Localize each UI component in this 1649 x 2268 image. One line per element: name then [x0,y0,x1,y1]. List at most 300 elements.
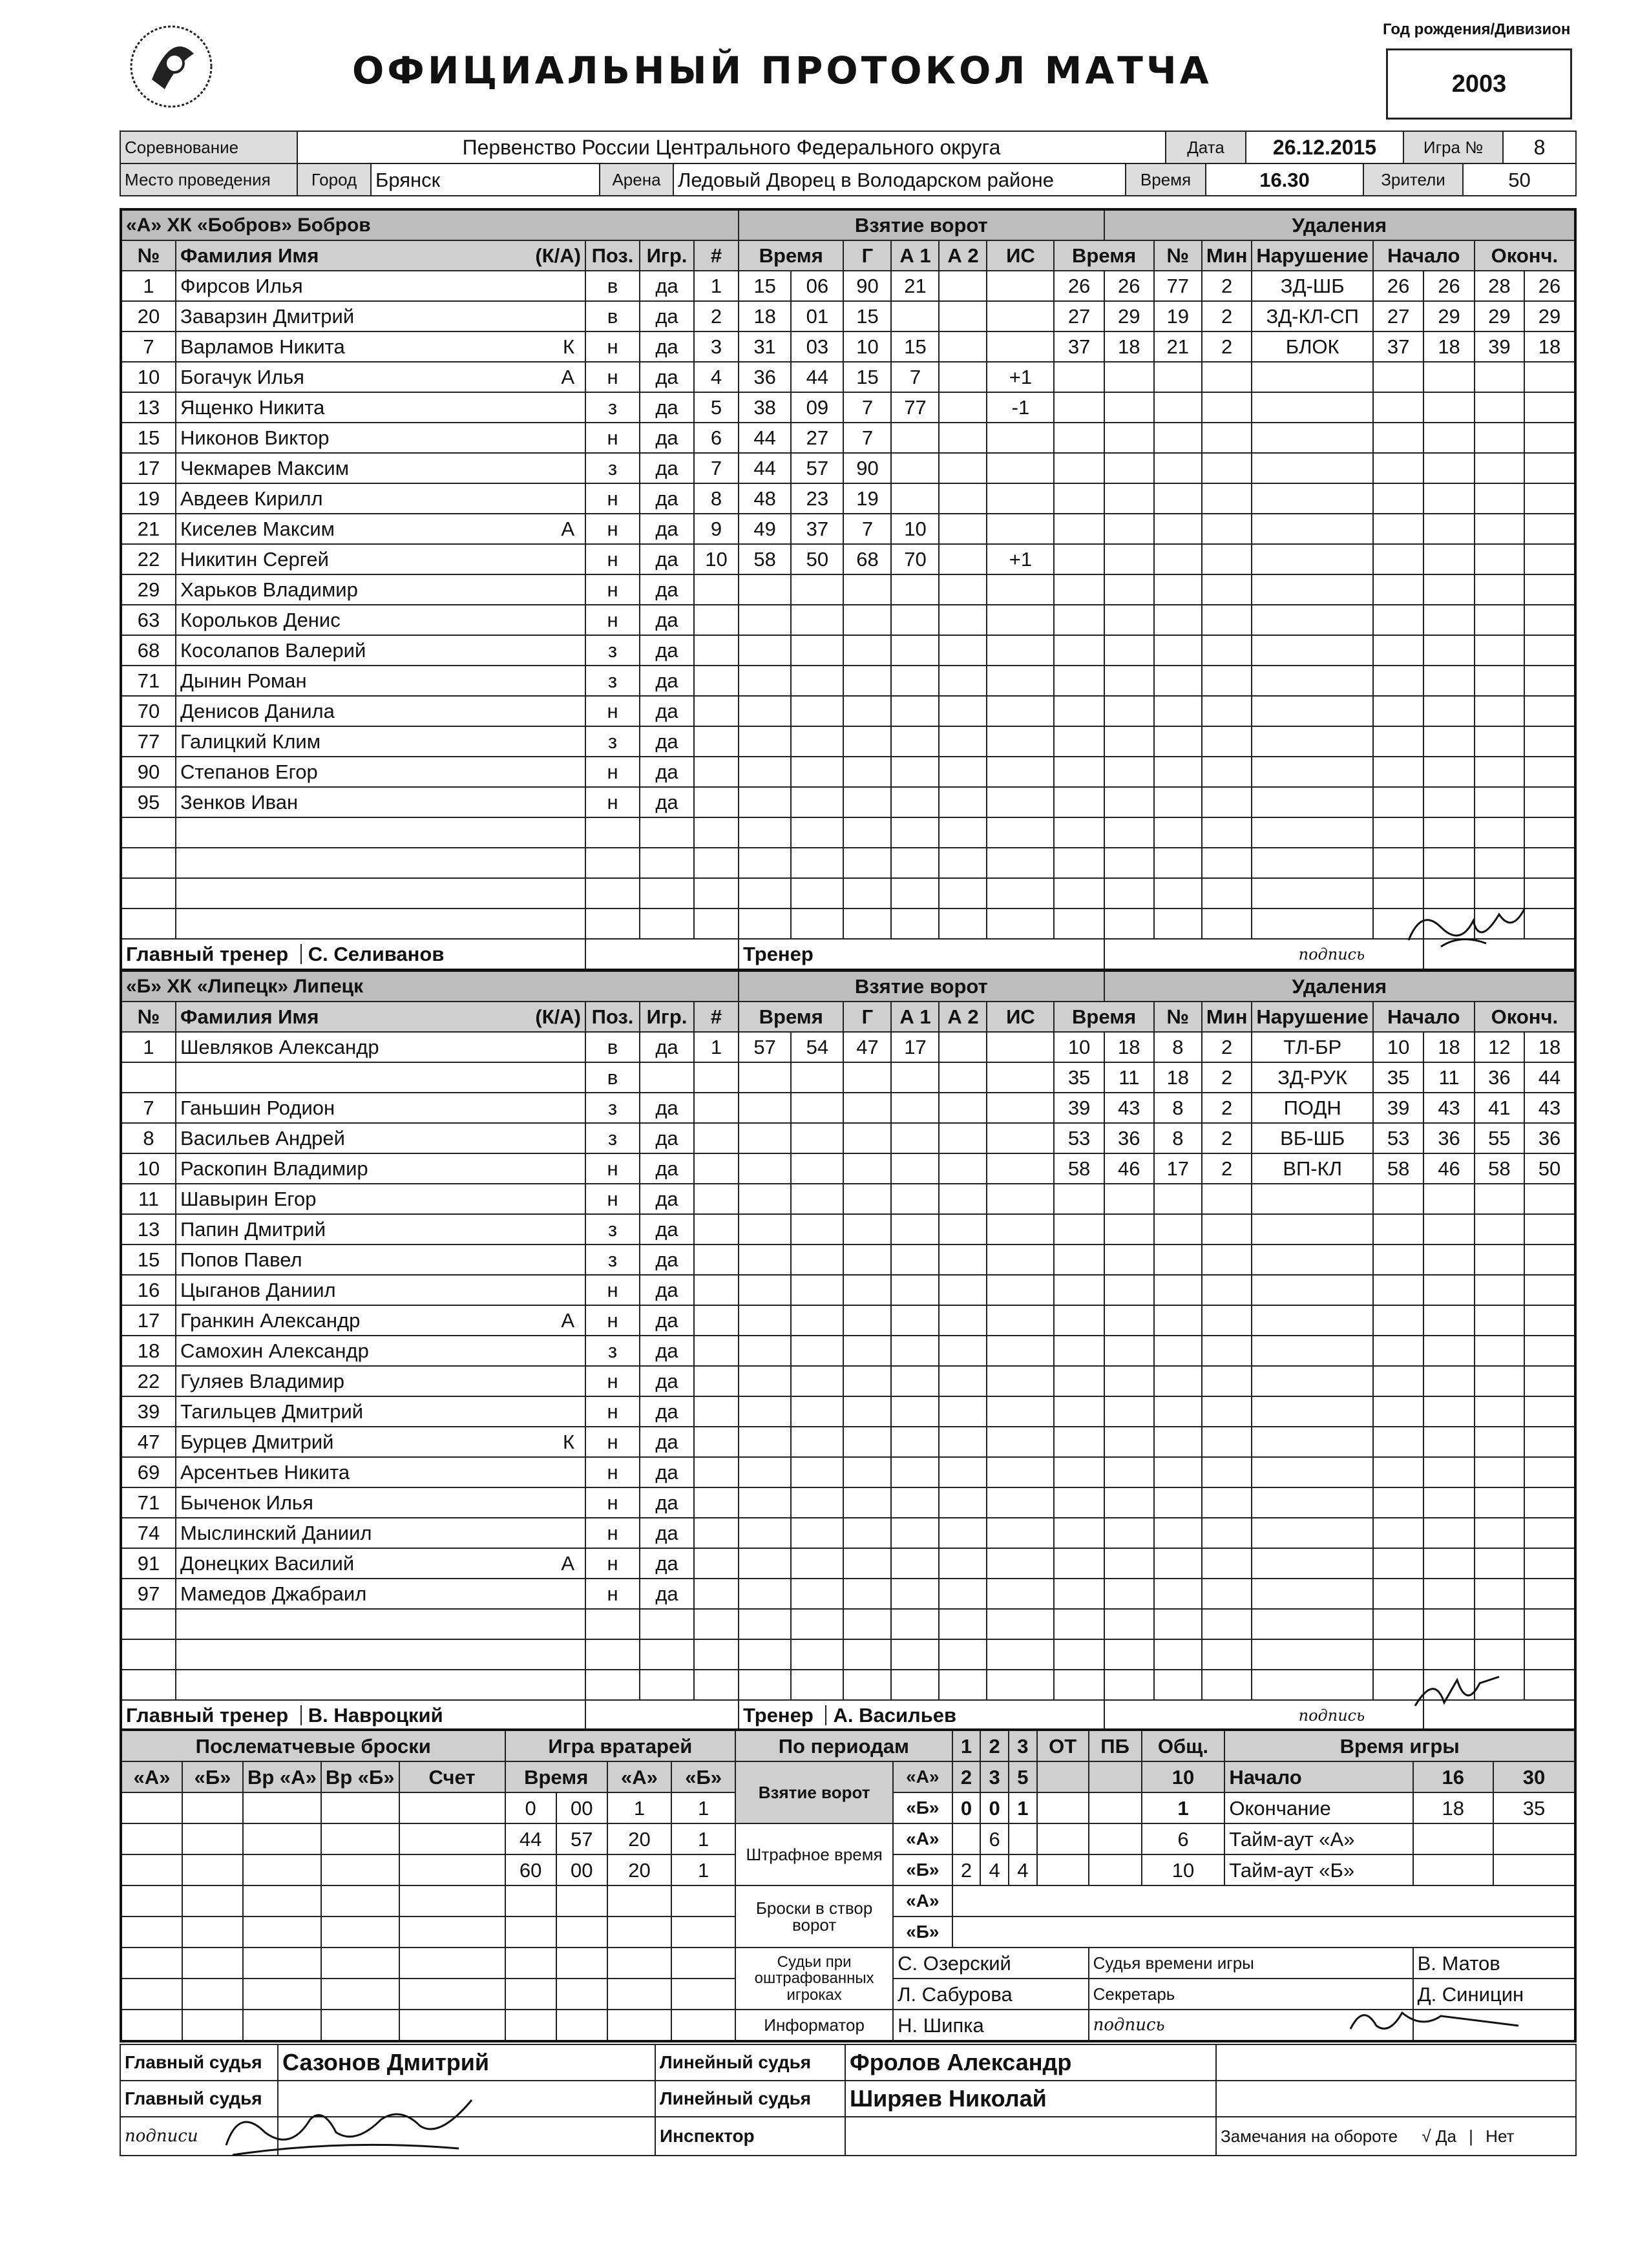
division-label: Год рождения/Дивизион [1383,21,1571,38]
pen-infraction [1252,1518,1373,1548]
player-role: А [561,1552,574,1575]
player-played: да [640,544,694,574]
player-num: 69 [121,1457,176,1487]
shootout-col: Вр «А» [243,1761,321,1792]
pen-start-min: 37 [1373,331,1423,362]
goal-assist-1 [891,605,939,635]
officials-blank-1 [1216,2044,1576,2081]
goal-min [739,908,791,939]
pen-start-min [1373,362,1423,392]
pen-minutes [1202,696,1252,726]
goal-min [739,1244,791,1275]
player-row [121,1123,1575,1153]
pen-player: 8 [1154,1032,1202,1062]
pim-a-tag: «А» [893,1823,952,1854]
informer: Н. Шипка [893,2010,1088,2041]
goal-strength [987,1457,1054,1487]
player-row [121,848,1575,878]
goalie-b: 1 [671,1823,735,1854]
pen-min [1054,483,1104,514]
goal-strength [987,1093,1054,1123]
goals-b-period: 1 [1142,1792,1225,1823]
pen-end-min: 41 [1475,1093,1524,1123]
document-title: ОФИЦИАЛЬНЫЙ ПРОТОКОЛ МАТЧА [352,48,1212,92]
pen-sec [1104,908,1154,939]
goal-assist-1: 77 [891,392,939,423]
pen-minutes [1202,817,1252,848]
goal-strength [987,1487,1054,1518]
arena-label: Арена [600,163,673,196]
pen-min [1054,1336,1104,1366]
pen-end-min [1475,1366,1524,1396]
goal-strength [987,423,1054,453]
player-pos: з [585,666,640,696]
pen-minutes [1202,1487,1252,1518]
pen-start-sec [1423,848,1474,878]
player-played: да [640,1184,694,1214]
pen-minutes: 2 [1202,1032,1252,1062]
pen-start-sec [1423,1518,1474,1548]
player-num: 47 [121,1427,176,1457]
pen-start-min [1373,1548,1423,1579]
pen-start-sec: 43 [1423,1093,1474,1123]
pen-start-sec [1423,696,1474,726]
pen-start-min [1373,483,1423,514]
pen-start-min [1373,635,1423,666]
goal-assist-1 [891,848,939,878]
pen-start-sec: 18 [1423,1032,1474,1062]
pen-end-min [1475,635,1524,666]
pen-start-sec: 18 [1423,331,1474,362]
goal-min [739,635,791,666]
player-num [121,1670,176,1700]
goal-num [694,1639,739,1670]
goal-assist-1 [891,1275,939,1305]
pen-sec [1104,1305,1154,1336]
pen-sec: 36 [1104,1123,1154,1153]
pen-end-min: 39 [1475,331,1524,362]
goal-sec [791,666,843,696]
pen-end-min [1475,514,1524,544]
remarks-divider: | [1469,2126,1473,2146]
pen-infraction [1252,696,1373,726]
goal-assist-1 [891,666,939,696]
pen-start-sec: 36 [1423,1123,1474,1153]
player-played: да [640,1153,694,1184]
goal-scorer [843,1062,891,1093]
pen-minutes [1202,1214,1252,1244]
player-num: 71 [121,1487,176,1518]
pen-end-sec: 50 [1524,1153,1575,1184]
goal-assist-2 [939,301,987,331]
pen-end-min [1475,1487,1524,1518]
goal-num [694,1396,739,1427]
pen-start-min [1373,1336,1423,1366]
goal-sec [791,908,843,939]
coach-name: А. Васильев [825,1705,956,1725]
pen-start-min [1373,423,1423,453]
pen-end-min [1475,453,1524,483]
pen-sec: 26 [1104,271,1154,301]
player-pos: н [585,331,640,362]
goal-min [739,1457,791,1487]
competition-label: Соревнование [120,131,297,163]
pen-start-min [1373,787,1423,817]
player-pos: н [585,696,640,726]
goal-min [739,1548,791,1579]
goal-assist-2 [939,1275,987,1305]
goal-num [694,1487,739,1518]
goal-assist-1 [891,453,939,483]
end-min: 35 [1493,1792,1575,1823]
goal-scorer [843,1184,891,1214]
pen-minutes [1202,635,1252,666]
goal-scorer [843,1457,891,1487]
pen-start-min: 27 [1373,301,1423,331]
player-name [176,878,585,908]
goal-assist-2 [939,757,987,787]
period-col: 3 [1009,1730,1037,1761]
goal-scorer: 15 [843,301,891,331]
pen-min [1054,1670,1104,1700]
pen-infraction [1252,1670,1373,1700]
pim-a-period: 6 [980,1823,1009,1854]
pen-min: 53 [1054,1123,1104,1153]
pen-end-sec [1524,908,1575,939]
goal-strength [987,1396,1054,1427]
goal-scorer [843,1579,891,1609]
pim-b-period: 10 [1142,1854,1225,1885]
goal-assist-1 [891,1366,939,1396]
player-played [640,878,694,908]
pen-min [1054,635,1104,666]
pen-end-sec [1524,878,1575,908]
pen-sec [1104,605,1154,635]
goal-num: 6 [694,423,739,453]
goal-sec: 01 [791,301,843,331]
goal-assist-2 [939,331,987,362]
player-name: Мамедов Джабраил [180,1582,367,1605]
player-played: да [640,331,694,362]
player-num [121,1062,176,1093]
period-col: ОТ [1037,1730,1089,1761]
pen-start-min: 53 [1373,1123,1423,1153]
pen-start-sec [1423,726,1474,757]
player-name [176,1639,585,1670]
goal-num [694,1214,739,1244]
referee-1-label: Главный судья [120,2044,278,2081]
pen-end-sec [1524,1457,1575,1487]
goal-sec [791,1518,843,1548]
goal-assist-2 [939,1123,987,1153]
player-row [121,726,1575,757]
pen-sec [1104,453,1154,483]
goal-scorer [843,757,891,787]
pen-end-sec [1524,1609,1575,1639]
player-pos: з [585,1123,640,1153]
pen-player [1154,878,1202,908]
player-row [121,392,1575,423]
goal-scorer [843,1518,891,1548]
col-goal-a2: А 2 [939,1002,987,1032]
pen-player [1154,362,1202,392]
remarks-yes: Да [1435,2126,1456,2146]
goal-min [739,605,791,635]
pen-sec [1104,514,1154,544]
pen-end-sec [1524,1244,1575,1275]
shootout-col: «Б» [182,1761,243,1792]
pen-start-sec [1423,1336,1474,1366]
goal-num [694,817,739,848]
player-row [121,1579,1575,1609]
pen-end-min [1475,1244,1524,1275]
goal-num [694,635,739,666]
pen-start-sec [1423,757,1474,787]
goal-assist-2 [939,1670,987,1700]
pen-sec [1104,1457,1154,1487]
pen-player [1154,1244,1202,1275]
pen-player [1154,1609,1202,1639]
goal-sec [791,1487,843,1518]
player-pos: з [585,635,640,666]
player-row [121,1548,1575,1579]
goal-assist-2 [939,483,987,514]
pen-min: 27 [1054,301,1104,331]
pen-minutes: 2 [1202,331,1252,362]
goal-scorer [843,1244,891,1275]
goal-num [694,1275,739,1305]
pen-sec [1104,666,1154,696]
remarks-yes-mark: √ [1422,2126,1431,2146]
pen-start-min [1373,1244,1423,1275]
pen-infraction [1252,908,1373,939]
player-num: 97 [121,1579,176,1609]
pen-minutes [1202,1609,1252,1639]
pen-player [1154,1336,1202,1366]
pen-minutes [1202,1336,1252,1366]
pen-end-min: 58 [1475,1153,1524,1184]
pen-minutes [1202,666,1252,696]
player-played: да [640,787,694,817]
goal-scorer [843,848,891,878]
pen-infraction [1252,1366,1373,1396]
goal-num [694,1244,739,1275]
player-played [640,817,694,848]
pen-start-min [1373,1427,1423,1457]
goal-assist-2 [939,574,987,605]
goal-assist-1 [891,1336,939,1366]
pen-start-sec [1423,1579,1474,1609]
head-coach-name: С. Селиванов [300,944,445,964]
player-num [121,908,176,939]
goal-min: 58 [739,544,791,574]
pen-infraction [1252,544,1373,574]
player-pos: н [585,757,640,787]
player-num: 95 [121,787,176,817]
goal-num [694,1062,739,1093]
goal-min [739,1396,791,1427]
player-row [121,1336,1575,1366]
goals-b-period: 0 [980,1792,1009,1823]
start-label: Начало [1224,1761,1413,1792]
player-played: да [640,1336,694,1366]
player-pos: з [585,1093,640,1123]
player-name: Богачук Илья [180,366,304,388]
pen-end-min [1475,392,1524,423]
goal-scorer: 47 [843,1032,891,1062]
pen-minutes [1202,878,1252,908]
shots-b-tag: «Б» [893,1916,952,1948]
player-played: да [640,1579,694,1609]
player-row [121,483,1575,514]
secretary-signature [1344,1997,1525,2045]
goals-a-period: 3 [980,1761,1009,1792]
goals-b-tag: «Б» [893,1792,952,1823]
pen-min [1054,392,1104,423]
goal-num [694,1153,739,1184]
player-row [121,1244,1575,1275]
coach-sign-label: подпись [1104,939,1424,970]
pen-end-min [1475,696,1524,726]
player-num: 10 [121,1153,176,1184]
player-name: Никитин Сергей [180,548,329,571]
pen-minutes [1202,787,1252,817]
coach-sign-label: подпись [1104,1700,1424,1731]
pen-min [1054,1427,1104,1457]
player-name: Папин Дмитрий [180,1218,326,1241]
pen-player: 77 [1154,271,1202,301]
goal-strength [987,574,1054,605]
pim-a-period [1009,1823,1037,1854]
head-coach-label: Главный тренер [126,943,289,965]
pen-player [1154,1639,1202,1670]
pen-infraction [1252,1184,1373,1214]
timeout-b-label: Тайм-аут «Б» [1224,1854,1413,1885]
goal-assist-2 [939,848,987,878]
goal-sec [791,1548,843,1579]
venue-label: Место проведения [120,163,297,196]
player-played [640,1609,694,1639]
pen-end-sec [1524,848,1575,878]
player-played: да [640,1427,694,1457]
goal-scorer [843,1093,891,1123]
goalie-col-a: «А» [607,1761,671,1792]
player-played [640,1062,694,1093]
pen-end-min [1475,1579,1524,1609]
goal-sec [791,635,843,666]
pen-infraction: ТЛ-БР [1252,1032,1373,1062]
goal-assist-1 [891,696,939,726]
col-goal-is: ИС [987,1002,1054,1032]
pen-sec [1104,635,1154,666]
goal-min [739,1305,791,1336]
player-played: да [640,423,694,453]
pen-start-sec [1423,1457,1474,1487]
player-num: 70 [121,696,176,726]
player-row [121,362,1575,392]
pen-start-sec [1423,1244,1474,1275]
goal-sec [791,1579,843,1609]
pim-a-period: 6 [1142,1823,1225,1854]
player-pos: в [585,1062,640,1093]
pen-sec [1104,1579,1154,1609]
pen-end-sec [1524,1275,1575,1305]
shootout-col: Вр «Б» [321,1761,399,1792]
pen-start-min [1373,514,1423,544]
col-name: Фамилия Имя [180,1005,319,1028]
col-goal-a1: А 1 [891,240,939,271]
pen-start-sec [1423,1214,1474,1244]
player-row [121,574,1575,605]
player-pos: н [585,423,640,453]
pen-end-min [1475,362,1524,392]
player-pos [585,878,640,908]
player-num: 77 [121,726,176,757]
goal-num: 8 [694,483,739,514]
pen-infraction [1252,605,1373,635]
goal-scorer [843,1609,891,1639]
player-name: Тагильцев Дмитрий [180,1400,364,1423]
goal-assist-2 [939,1396,987,1427]
pen-infraction [1252,787,1373,817]
goal-assist-1 [891,1639,939,1670]
player-played: да [640,1518,694,1548]
pen-sec [1104,1244,1154,1275]
pen-min [1054,1548,1104,1579]
game-value: 8 [1503,131,1576,163]
pen-infraction [1252,514,1373,544]
pen-end-sec [1524,1487,1575,1518]
player-name: Мыслинский Даниил [180,1522,372,1544]
player-row [121,1639,1575,1670]
goal-sec: 23 [791,483,843,514]
penalties-title: Удаления [1104,971,1575,1002]
player-name: Харьков Владимир [180,578,358,601]
goal-min: 31 [739,331,791,362]
goal-assist-2 [939,1214,987,1244]
player-pos: н [585,605,640,635]
pen-end-min [1475,1184,1524,1214]
pen-end-sec [1524,1366,1575,1396]
goal-sec [791,757,843,787]
pen-end-sec [1524,1427,1575,1457]
goal-assist-1 [891,483,939,514]
pen-infraction [1252,1244,1373,1275]
linesman-1-label: Линейный судья [655,2044,845,2081]
pen-infraction [1252,362,1373,392]
goal-assist-1 [891,878,939,908]
pen-sec [1104,848,1154,878]
player-played [640,1639,694,1670]
pen-infraction: БЛОК [1252,331,1373,362]
pen-player [1154,635,1202,666]
goal-sec [791,1366,843,1396]
player-name: Ганьшин Родион [180,1097,335,1119]
goal-strength [987,1336,1054,1366]
pen-start-sec [1423,1275,1474,1305]
time-value: 16.30 [1206,163,1363,196]
pen-start-min [1373,605,1423,635]
pen-start-sec [1423,817,1474,848]
goal-sec [791,817,843,848]
goal-scorer [843,787,891,817]
pen-sec [1104,1518,1154,1548]
player-pos: н [585,1366,640,1396]
goal-assist-1: 15 [891,331,939,362]
player-row [121,1305,1575,1336]
player-pos [585,848,640,878]
penalty-judge-2: Л. Сабурова [893,1979,1088,2010]
